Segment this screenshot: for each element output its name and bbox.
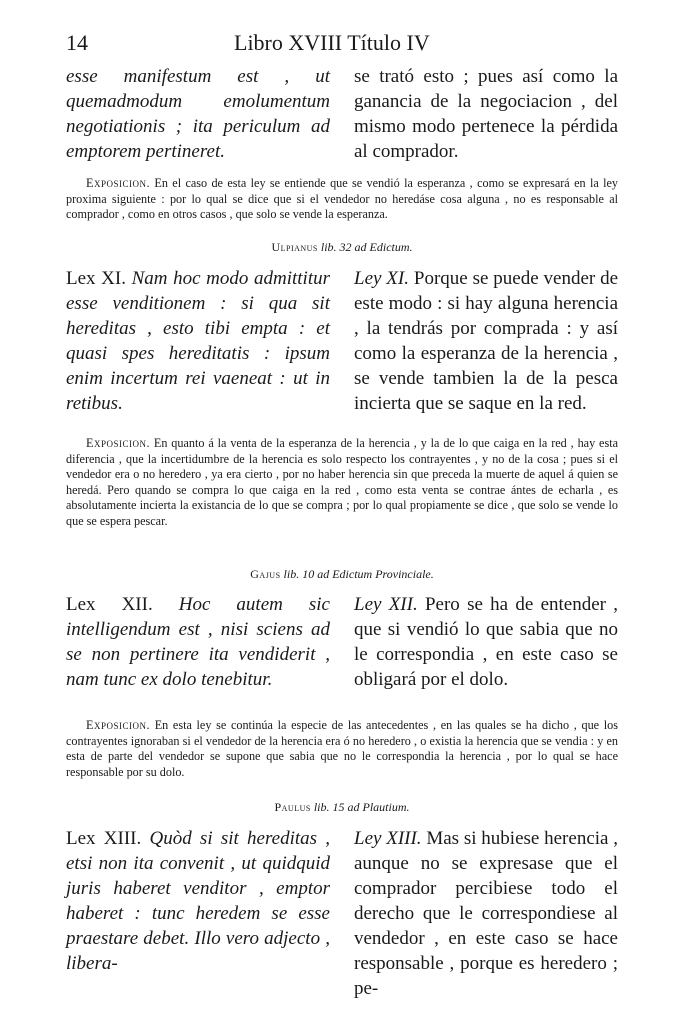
lex-label: Lex XII. bbox=[66, 594, 153, 615]
exposition-text: En quanto á la venta de la esperanza de la herencia , y la de lo que caiga en la red , hay esta diferencia , que la incertidumbre de la herencia es solo respecto los contrayentes , y no de la cosa ; pues si el vendedor era o no heredero , ya era cierto , por no haber herencia sin que preceda la muerte de aquel á quien se heredá. Pero quando se compra lo que caiga en la red , como esta venta se contrae ántes de echarla , es absolutamente incierta la existancia de lo que se compra ; por lo qual propiamente se dice , que solo se vende lo que se espera pescar. bbox=[66, 436, 619, 528]
page-header bbox=[66, 30, 626, 58]
exposition-label: Exposicion. bbox=[86, 436, 150, 450]
lex-xi-block bbox=[66, 266, 618, 426]
latin-text: esse manifestum est , ut quemadmodum emolumentum negotiationis ; ita periculum ad emptorem pertineret. bbox=[66, 66, 330, 162]
spanish-text: se trató esto ; pues así como la ganancia de la negociacion , del mismo modo pertenece la pérdida al comprador. bbox=[354, 66, 618, 162]
exposition-label: Exposicion. bbox=[86, 176, 150, 190]
latin-text: Hoc autem sic intelligendum est , nisi sciens ad se non pertinere ita vendiderit , nam tunc ex dolo tenebitur. bbox=[66, 594, 330, 690]
lex-xii-block bbox=[66, 592, 618, 702]
lex-label: Lex XIII. bbox=[66, 828, 142, 849]
continuation-block bbox=[66, 64, 618, 164]
source-citation-3 bbox=[66, 800, 618, 815]
lex-xiii-block bbox=[66, 826, 618, 999]
lex-xii-latin bbox=[66, 592, 330, 692]
ley-label: Ley XIII. bbox=[354, 828, 422, 849]
lex-xi-latin bbox=[66, 266, 330, 416]
exposition-text: En esta ley se continúa la especie de las antecedentes , en las quales se ha dicho , que los contrayentes ignoraban si el vendedor de la herencia era ó no heredero , o existia la herencia que se vendia : y en esta de parte del vendedor se supone que sabia que no le correspondia la herencia , por lo qual se hace responsable por su dolo. bbox=[66, 718, 618, 779]
latin-text: Nam hoc modo admittitur esse venditionem : si qua sit hereditas , esto tibi empta : et quasi spes hereditatis : ipsum enim incertum rei vaeneat : ut in retibus. bbox=[66, 268, 331, 414]
ley-xii-spanish bbox=[354, 592, 618, 692]
exposition-2 bbox=[66, 436, 618, 529]
exposition-1 bbox=[66, 176, 618, 223]
exposition-label: Exposicion. bbox=[86, 718, 150, 732]
source-citation-2 bbox=[66, 567, 618, 582]
spanish-text: Porque se puede vender de este modo : si hay alguna herencia , la tendrás por comprada : y así como la esperanza de la herencia , se vende tambien la de la pesca incierta que se saque en la red. bbox=[354, 268, 619, 414]
source-reference: lib. 15 ad Plautium. bbox=[313, 800, 410, 814]
latin-text: Quòd si sit hereditas , etsi non ita convenit , ut quidquid juris haberet venditor , emptor haberet : tunc heredem se esse praestare debet. Illo vero adjecto , libera- bbox=[66, 828, 330, 974]
page-number: 14 bbox=[66, 30, 88, 55]
source-reference: lib. 10 ad Edictum Provinciale. bbox=[283, 567, 434, 581]
running-title: Libro XVIII Título IV bbox=[234, 30, 430, 55]
spanish-text: Mas si hubiese herencia , aunque no se expresase que el comprador percibiese todo el derecho que le correspondiese al vendedor , en este caso se hace responsable , porque es heredero ; pe- bbox=[354, 828, 618, 999]
source-reference: lib. 32 ad Edictum. bbox=[320, 240, 413, 254]
ley-xi-spanish bbox=[354, 266, 618, 416]
exposition-text: En el caso de esta ley se entiende que se vendió la esperanza , como se expresará en la ley proxima siguiente : por lo qual se dice que si el vendedor no heredáse cosa alguna , no es responsable al comprador , como en otros casos , que solo se vende la esperanza. bbox=[66, 176, 618, 221]
spanish-text: Pero se ha de entender , que si vendió lo que sabia que no le correspondia , en este caso se obligará por el dolo. bbox=[354, 594, 618, 690]
lex-label: Lex XI. bbox=[66, 268, 126, 289]
ley-xiii-spanish bbox=[354, 826, 618, 1001]
exposition-3 bbox=[66, 718, 618, 780]
source-citation-1 bbox=[66, 240, 618, 255]
source-author: Ulpianus bbox=[271, 240, 318, 254]
source-author: Gajus bbox=[250, 567, 281, 581]
lex-xiii-latin bbox=[66, 826, 330, 976]
ley-label: Ley XI. bbox=[354, 268, 409, 289]
ley-label: Ley XII. bbox=[354, 594, 418, 615]
source-author: Paulus bbox=[274, 800, 311, 814]
